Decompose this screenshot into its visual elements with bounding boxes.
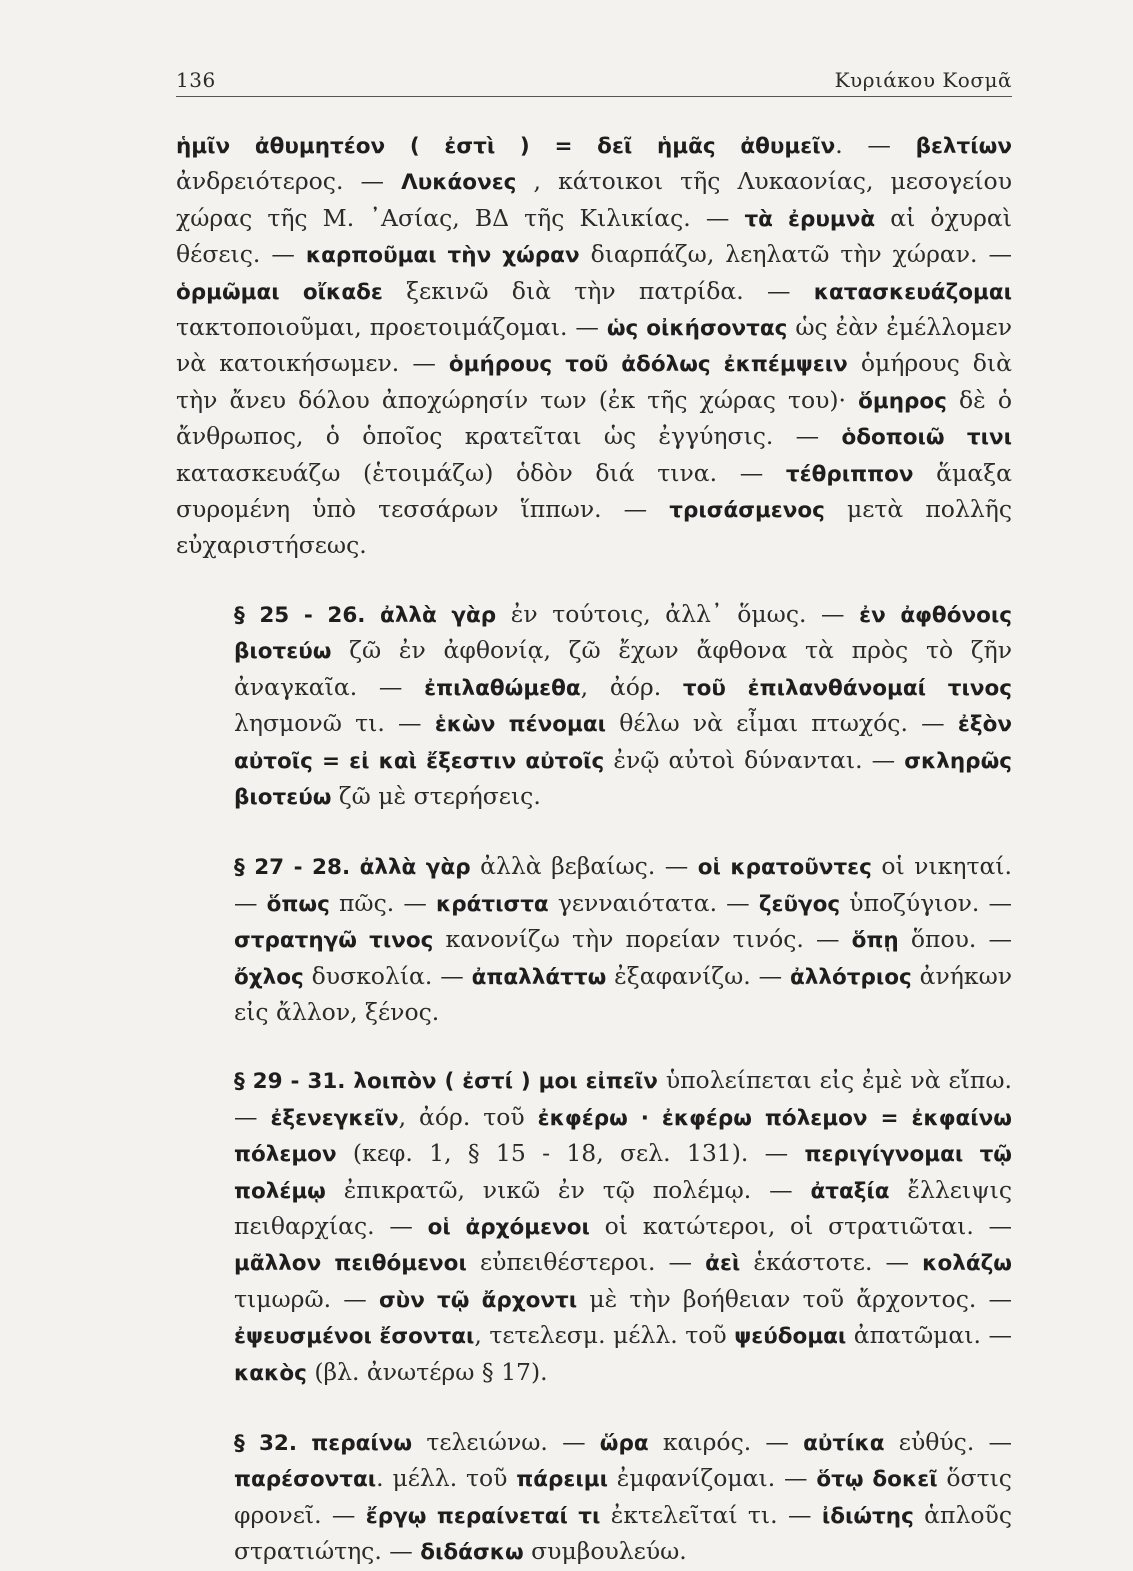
gloss: συμβουλεύω. — [523, 1537, 687, 1566]
lemma: κράτιστα — [435, 891, 549, 917]
section-marker: § 27 - 28. — [234, 855, 351, 881]
lemma: στρατηγῶ τινος — [234, 928, 434, 954]
lemma: ἀεὶ — [705, 1251, 741, 1277]
gloss: ξεκινῶ διὰ τὴν πατρίδα. — — [382, 276, 814, 305]
gloss: ἐμφανίζομαι. — — [607, 1464, 817, 1493]
gloss: ζῶ μὲ στερήσεις. — [331, 781, 541, 810]
glossary-body — [176, 128, 1012, 1571]
lemma: ἑκὼν πένομαι — [434, 712, 607, 738]
gloss: ὁμήρους διὰ τὴν ἄνευ δόλου ἀποχώρησίν των (ἐκ τῆς χώρας του)· — [176, 349, 1012, 414]
lemma: ἀπαλλάττω — [471, 964, 607, 990]
gloss: τιμωρῶ. — — [234, 1284, 379, 1313]
gloss: ἐνῷ αὐτοὶ δύνανται. — — [604, 745, 905, 774]
lemma: διδάσκω — [420, 1540, 524, 1566]
gloss: τακτοποιοῦμαι, προετοιμάζομαι. — — [176, 313, 607, 342]
gloss: μετὰ πολλῆς εὐχαριστήσεως. — [176, 495, 1012, 560]
lemma: ὄχλος — [234, 964, 304, 990]
lemma: ἀλλὰ γὰρ — [380, 602, 497, 628]
lemma: Λυκάονες — [401, 170, 517, 196]
gloss: ἁπλοῦς στρατιώτης. — — [234, 1500, 1012, 1566]
gloss: ἀνήκων εἰς ἄλλον, ξένος. — [234, 961, 1013, 1026]
gloss: δυσκολία. — — [303, 961, 472, 990]
lemma: ἐκφέρω · ἐκφέρω πόλεμον = ἐκφαίνω πόλεμον — [234, 1105, 1012, 1168]
gloss: ἀνδρειότερος. — — [176, 167, 402, 196]
page-number: 136 — [176, 68, 216, 92]
lemma: οἱ ἀρχόμενοι — [427, 1214, 590, 1240]
lemma: ἐπιλαθώμεθα — [424, 675, 581, 701]
lemma: κατασκευάζομαι — [813, 279, 1013, 305]
lemma: ἐψευσμένοι ἔσονται — [234, 1324, 475, 1350]
gloss: πῶς. — — [329, 888, 436, 917]
gloss: . μέλλ. τοῦ — [376, 1464, 517, 1493]
lemma: οἱ κρατοῦντες — [697, 855, 872, 881]
lemma: ὅμηρος — [858, 388, 947, 414]
lemma: ὁρμῶμαι οἴκαδε — [176, 279, 383, 305]
lemma: ὁδοποιῶ τινι — [841, 425, 1012, 451]
lemma: ἐξενεγκεῖν — [270, 1105, 399, 1131]
gloss: ἐπικρατῶ, νικῶ ἐν τῷ πολέμῳ. — — [325, 1175, 811, 1204]
lemma: ἰδιώτης — [821, 1503, 914, 1529]
gloss: ὑπολείπεται εἰς ἐμὲ νὰ εἴπω. — — [234, 1066, 1012, 1131]
gloss: (κεφ. 1, § 15 - 18, σελ. 131). — — [336, 1139, 805, 1168]
glossary-paragraph — [176, 1425, 1012, 1571]
gloss: οἱ νικηταί. — — [234, 852, 1012, 917]
running-head: Κυριάκου Κοσμᾶ — [834, 68, 1012, 92]
gloss: εὐθύς. — — [884, 1428, 1012, 1456]
lemma: τρισάσμενος — [669, 498, 825, 524]
lemma: ἀλλὰ γὰρ — [359, 855, 471, 881]
lemma: ἡμῖν ἀθυμητέον ( ἐστὶ ) = δεῖ ἡμᾶς ἀθυμεῖν — [176, 134, 836, 159]
gloss: ὅπου. — — [898, 925, 1013, 954]
lemma: ἀταξία — [810, 1178, 890, 1204]
gloss: ὑποζύγιον. — — [840, 888, 1012, 917]
header-rule — [176, 96, 1012, 97]
gloss: αἱ ὀχυραὶ θέσεις. — — [176, 203, 1012, 269]
lemma: σκληρῶς βιοτεύω — [234, 748, 1013, 810]
page-header — [176, 68, 1012, 96]
gloss: ὡς ἐὰν ἐμέλλομεν νὰ κατοικήσωμεν. — — [176, 313, 1013, 378]
gloss: γενναιότατα. — — [548, 888, 759, 917]
lemma: αὐτίκα — [803, 1431, 885, 1456]
gloss: διαρπάζω, λεηλατῶ τὴν χώραν. — — [579, 240, 1013, 269]
lemma: ὅπῃ — [851, 928, 899, 954]
gloss: , ἀόρ. τοῦ — [398, 1102, 538, 1131]
lemma: περαίνω — [311, 1431, 413, 1456]
gloss: καιρός. — — [648, 1428, 804, 1456]
lemma: κολάζω — [922, 1251, 1012, 1277]
lemma: πάρειμι — [516, 1467, 608, 1493]
gloss: ἅμαξα συρομένη ὑπὸ τεσσάρων ἵππων. — — [176, 458, 1013, 524]
lemma: ὥρα — [599, 1431, 649, 1456]
lemma: ὅπως — [266, 891, 330, 917]
gloss: (βλ. ἀνωτέρω § 17). — [306, 1357, 548, 1386]
lemma: ψεύδομαι — [734, 1324, 847, 1350]
gloss: εὐπειθέστεροι. — — [466, 1248, 706, 1277]
gloss: οἱ κατώτεροι, οἱ στρατιῶται. — — [589, 1211, 1013, 1240]
gloss: ἑκάστοτε. — — [740, 1248, 923, 1277]
section-marker: § 32. — [234, 1431, 298, 1456]
lemma: ζεῦγος — [758, 891, 841, 917]
lemma: ἔργῳ περαίνεταί τι — [365, 1503, 601, 1529]
lemma: ἐν ἀφθόνοις βιοτεύω — [234, 602, 1012, 665]
glossary-paragraph — [176, 1063, 1012, 1391]
lemma: ὡς οἰκήσοντας — [606, 316, 788, 342]
gloss: ἐν τούτοις, ἀλλ᾿ ὅμως. — — [496, 599, 860, 628]
lemma: βελτίων — [915, 134, 1012, 159]
lemma: κακὸς — [234, 1360, 307, 1386]
gloss: μὲ τὴν βοήθειαν τοῦ ἄρχοντος. — — [577, 1284, 1012, 1313]
lemma: παρέσονται — [234, 1467, 377, 1493]
gloss: θέλω νὰ εἶμαι πτωχός. — — [606, 709, 958, 738]
lemma: σὺν τῷ ἄρχοντι — [378, 1287, 578, 1313]
gloss: τελειώνω. — — [412, 1428, 600, 1456]
gloss: . — — [835, 131, 916, 159]
gloss: ζῶ ἐν ἀφθονίᾳ, ζῶ ἔχων ἄφθονα τὰ πρὸς τὸ ζῆν ἀναγκαῖα. — — [234, 636, 1012, 701]
section-marker: § 25 - 26. — [234, 602, 366, 628]
gloss — [365, 600, 380, 628]
lemma: τὰ ἐρυμνὰ — [744, 206, 876, 232]
gloss: ἐξαφανίζω. — — [606, 961, 791, 990]
lemma: καρποῦμαι τὴν χώραν — [305, 243, 580, 269]
section-marker: § 29 - 31. — [234, 1069, 346, 1095]
gloss: κατασκευάζω (ἑτοιμάζω) ὁδὸν διά τινα. — — [176, 458, 786, 487]
gloss: κανονίζω τὴν πορείαν τινός. — — [433, 925, 852, 954]
gloss: δὲ ὁ ἄνθρωπος, ὁ ὁποῖος κρατεῖται ὡς ἐγγύησις. — — [176, 385, 1012, 451]
glossary-paragraph — [176, 128, 1012, 563]
gloss: , κάτοικοι τῆς Λυκαονίας, μεσογείου χώρας τῆς Μ. ᾿Ασίας, ΒΔ τῆς Κιλικίας. — — [176, 167, 1012, 232]
lemma: λοιπὸν ( ἐστί ) μοι εἰπεῖν — [353, 1069, 658, 1095]
gloss — [297, 1428, 311, 1456]
lemma: ἀλλότριος — [790, 964, 912, 990]
gloss: λησμονῶ τι. — — [234, 709, 435, 738]
lemma: ὅτῳ δοκεῖ — [816, 1467, 938, 1493]
gloss: ἀλλὰ βεβαίως. — — [470, 852, 698, 881]
lemma: τέθριππον — [785, 461, 914, 487]
gloss: , ἀόρ. — [580, 672, 683, 701]
lemma: τοῦ ἐπιλανθάνομαί τινος — [682, 675, 1012, 701]
glossary-paragraph — [176, 597, 1012, 815]
lemma: ἐξὸν αὐτοῖς = εἰ καὶ ἔξεστιν αὐτοῖς — [234, 712, 1012, 774]
gloss: ὅστις φρονεῖ. — — [234, 1464, 1012, 1529]
lemma: περιγίγνομαι τῷ πολέμῳ — [234, 1142, 1012, 1204]
gloss: ἀπατῶμαι. — — [846, 1321, 1012, 1350]
glossary-paragraph — [176, 849, 1012, 1029]
gloss: ἐκτελεῖταί τι. — — [600, 1500, 822, 1529]
lemma: ὁμήρους τοῦ ἀδόλως ἐκπέμψειν — [448, 352, 848, 378]
gloss — [350, 852, 359, 880]
lemma: μᾶλλον πειθόμενοι — [234, 1251, 467, 1277]
gloss: , τετελεσμ. μέλλ. τοῦ — [474, 1321, 735, 1350]
gloss: ἔλλειψις πειθαρχίας. — — [234, 1175, 1013, 1240]
